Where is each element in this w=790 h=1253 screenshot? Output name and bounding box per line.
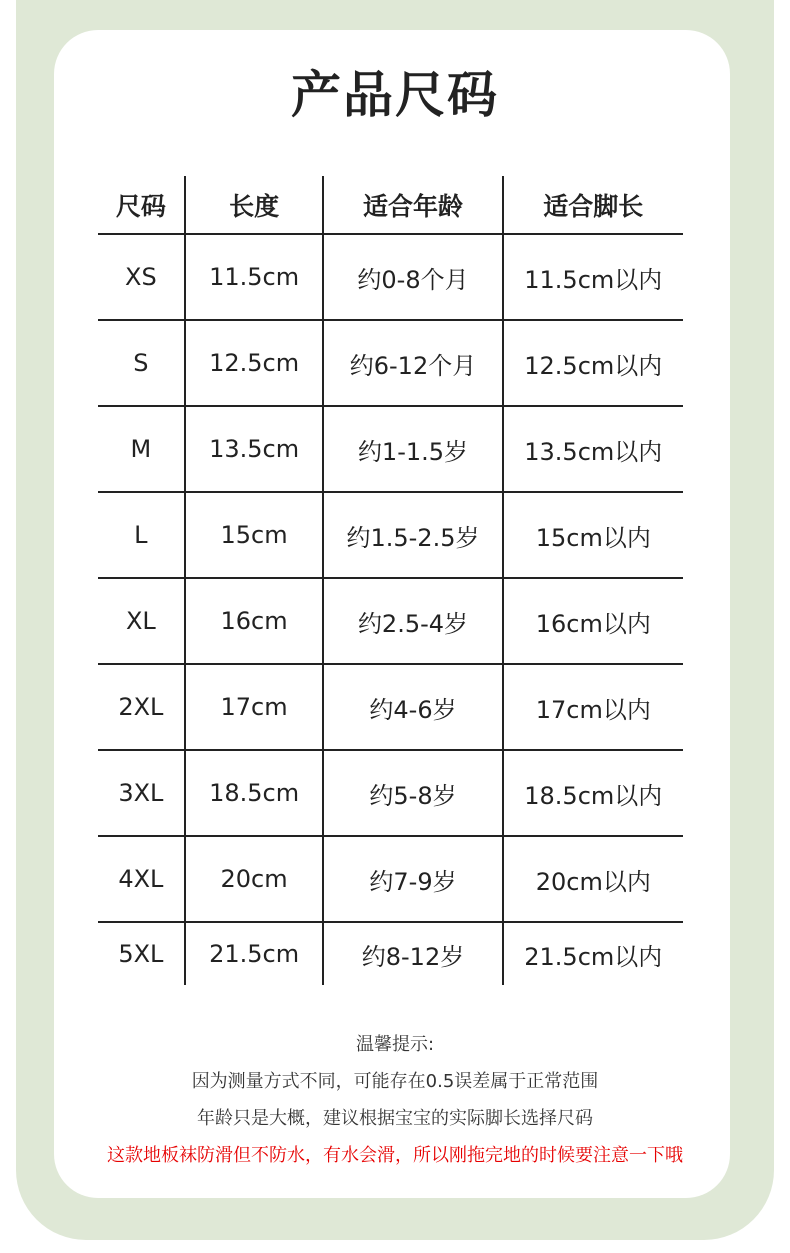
cell-length: 16cm: [185, 578, 324, 664]
cell-age: 约0-8个月: [323, 234, 502, 320]
cell-length: 13.5cm: [185, 406, 324, 492]
cell-length: 12.5cm: [185, 320, 324, 406]
cell-age: 约2.5-4岁: [323, 578, 502, 664]
table-row: [98, 750, 683, 836]
cell-size: 2XL: [98, 664, 185, 750]
cell-size: 4XL: [98, 836, 185, 922]
tips-line: 年龄只是大概，建议根据宝宝的实际脚长选择尺码: [197, 1108, 593, 1129]
page-title: 产品尺码: [291, 66, 499, 124]
cell-length: 21.5cm: [185, 922, 324, 985]
cell-foot-length: 11.5cm以内: [503, 234, 683, 320]
table-row: [98, 836, 683, 922]
column-header-age: 适合年龄: [323, 176, 502, 234]
cell-foot-length: 21.5cm以内: [503, 922, 683, 985]
table-row: [98, 922, 683, 985]
cell-size: 3XL: [98, 750, 185, 836]
cell-length: 18.5cm: [185, 750, 324, 836]
cell-size: S: [98, 320, 185, 406]
cell-length: 15cm: [185, 492, 324, 578]
table-body: [98, 234, 683, 985]
cell-age: 约7-9岁: [323, 836, 502, 922]
cell-foot-length: 16cm以内: [503, 578, 683, 664]
cell-age: 约1-1.5岁: [323, 406, 502, 492]
column-header-size: 尺码: [98, 176, 185, 234]
table-row: [98, 664, 683, 750]
cell-foot-length: 12.5cm以内: [503, 320, 683, 406]
table-row: [98, 578, 683, 664]
cell-foot-length: 17cm以内: [503, 664, 683, 750]
column-header-length: 长度: [185, 176, 324, 234]
cell-size: 5XL: [118, 940, 164, 968]
table-header-row: [98, 176, 683, 234]
tips-section: [0, 1030, 790, 1178]
table-row: [98, 406, 683, 492]
table-row: [98, 320, 683, 406]
cell-length: 20cm: [185, 836, 324, 922]
table-row: [98, 234, 683, 320]
tips-line: 因为测量方式不同，可能存在0.5误差属于正常范围: [191, 1071, 599, 1092]
cell-size: XS: [98, 234, 185, 320]
tips-heading: 温馨提示:: [355, 1034, 435, 1055]
cell-foot-length: 18.5cm以内: [503, 750, 683, 836]
column-header-foot-length: 适合脚长: [503, 176, 683, 234]
cell-foot-length: 13.5cm以内: [503, 406, 683, 492]
cell-age: 约5-8岁: [323, 750, 502, 836]
cell-foot-length: 15cm以内: [503, 492, 683, 578]
cell-foot-length: 20cm以内: [503, 836, 683, 922]
cell-size: M: [98, 406, 185, 492]
cell-age: 约8-12岁: [323, 922, 502, 985]
cell-age: 约4-6岁: [323, 664, 502, 750]
cell-age: 约1.5-2.5岁: [323, 492, 502, 578]
table-row: [98, 492, 683, 578]
warning-text: 这款地板袜防滑但不防水，有水会滑，所以刚拖完地的时候要注意一下哦: [107, 1145, 683, 1166]
cell-length: 17cm: [185, 664, 324, 750]
cell-age: 约6-12个月: [323, 320, 502, 406]
cell-length: 11.5cm: [185, 234, 324, 320]
cell-size: XL: [98, 578, 185, 664]
size-table: [98, 176, 683, 985]
cell-size: L: [98, 492, 185, 578]
